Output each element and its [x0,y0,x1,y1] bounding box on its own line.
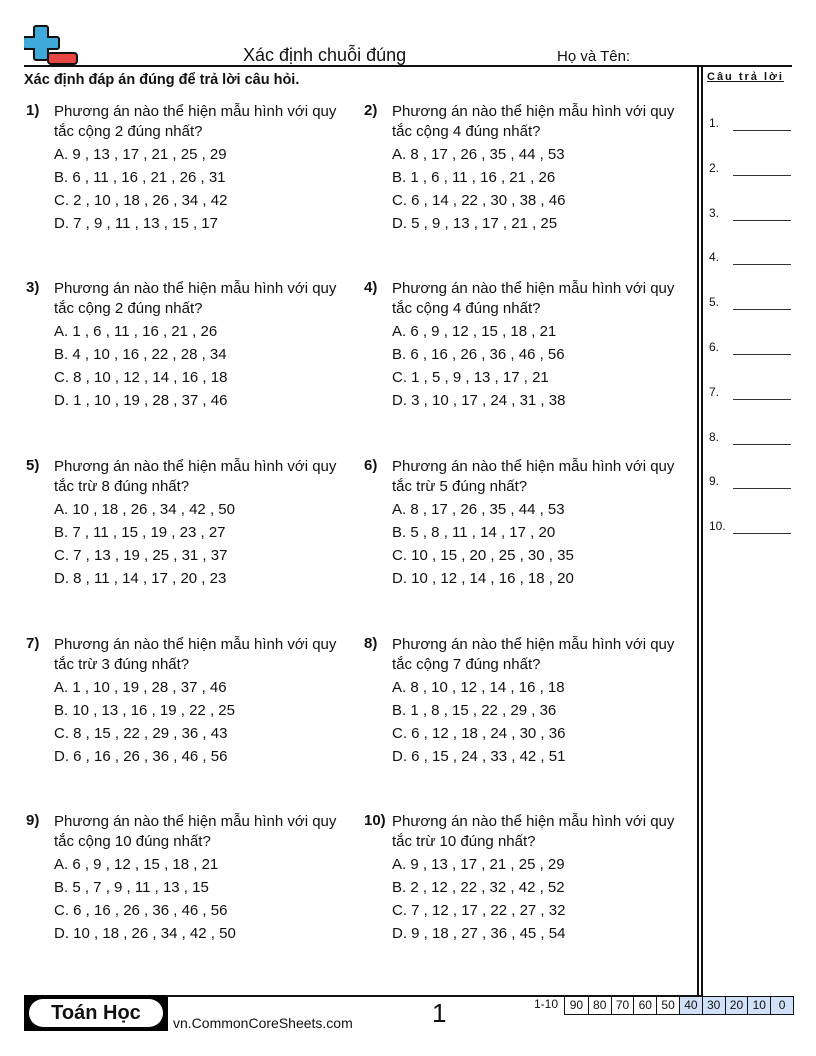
question-number: 6) [364,457,378,474]
answer-blank[interactable] [733,354,791,355]
question [364,812,694,942]
answer-option: B. 5 , 7 , 9 , 11 , 13 , 15 [54,879,209,896]
question-number: 1) [26,102,40,119]
answer-blank[interactable] [733,533,791,534]
answer-option: A. 10 , 18 , 26 , 34 , 42 , 50 [54,501,235,518]
answer-number: 1. [709,116,720,130]
score-cell: 80 [588,997,611,1014]
answer-number: 2. [709,160,720,175]
answer-column-header: Câu trả lời [707,71,784,83]
answer-blank[interactable] [733,264,791,265]
question-text: Phương án nào thể hiện mẫu hình với quy tắc cộng 2 đúng nhất? [54,280,337,317]
question-number: 10) [364,812,386,829]
answer-option: A. 6 , 9 , 12 , 15 , 18 , 21 [392,323,557,340]
answer-option: B. 4 , 10 , 16 , 22 , 28 , 34 [54,346,227,363]
worksheet-title: Xác định chuỗi đúng [243,45,407,65]
answer-option: D. 5 , 9 , 13 , 17 , 21 , 25 [392,215,558,232]
question [364,102,694,232]
answer-option: D. 8 , 11 , 14 , 17 , 20 , 23 [54,570,227,587]
answer-option: A. 1 , 6 , 11 , 16 , 21 , 26 [54,323,218,340]
question [26,279,356,409]
answer-option: C. 6 , 16 , 26 , 36 , 46 , 56 [54,902,228,919]
question-text: Phương án nào thể hiện mẫu hình với quy tắc trừ 3 đúng nhất? [54,636,337,673]
answer-blank[interactable] [733,488,791,489]
brand-label: Toán Học [29,999,163,1027]
question [26,812,356,942]
answer-option: B. 7 , 11 , 15 , 19 , 23 , 27 [54,524,226,541]
answer-blank[interactable] [733,309,791,310]
score-cell: 40 [679,997,702,1014]
question-text: Phương án nào thể hiện mẫu hình với quy tắc cộng 10 đúng nhất? [54,813,337,850]
answer-option: C. 7 , 12 , 17 , 22 , 27 , 32 [392,902,566,919]
answer-option: B. 1 , 6 , 11 , 16 , 21 , 26 [392,169,556,186]
answer-option: D. 6 , 16 , 26 , 36 , 46 , 56 [54,748,228,765]
answer-option: D. 10 , 18 , 26 , 34 , 42 , 50 [54,925,236,942]
question-text: Phương án nào thể hiện mẫu hình với quy tắc cộng 4 đúng nhất? [392,103,675,140]
answer-option: B. 1 , 8 , 15 , 22 , 29 , 36 [392,702,557,719]
answer-option: A. 8 , 17 , 26 , 35 , 44 , 53 [392,146,565,163]
answer-option: D. 1 , 10 , 19 , 28 , 37 , 46 [54,392,228,409]
answer-option: C. 8 , 10 , 12 , 14 , 16 , 18 [54,369,228,386]
answer-number: 7. [709,384,720,399]
answer-column-divider [697,66,699,996]
answer-blank[interactable] [733,444,791,445]
answer-option: B. 2 , 12 , 22 , 32 , 42 , 52 [392,879,565,896]
name-field-label: Họ và Tên: [557,48,631,65]
answer-option: B. 6 , 11 , 16 , 21 , 26 , 31 [54,169,226,186]
answer-option: D. 3 , 10 , 17 , 24 , 31 , 38 [392,392,566,409]
question [26,635,356,765]
score-cell: 70 [611,997,634,1014]
site-url: vn.CommonCoreSheets.com [173,1015,353,1031]
answer-number: 9. [709,474,720,489]
answer-number: 6. [709,340,720,354]
answer-option: A. 9 , 13 , 17 , 21 , 25 , 29 [392,856,565,873]
answer-number: 3. [709,205,720,220]
answer-option: C. 1 , 5 , 9 , 13 , 17 , 21 [392,369,549,386]
score-range-label: 1-10 [534,997,559,1011]
answer-number: 10. [709,519,726,534]
question [364,457,694,587]
answer-option: A. 8 , 17 , 26 , 35 , 44 , 53 [392,501,565,518]
score-cell: 20 [725,997,748,1014]
answer-blank[interactable] [733,220,791,221]
question [26,102,356,232]
answer-blank[interactable] [733,130,791,131]
plus-minus-logo-icon [24,24,80,68]
score-cell: 30 [702,997,725,1014]
question-number: 5) [26,457,40,474]
instructions: Xác định đáp án đúng để trả lời câu hỏi. [24,72,300,88]
score-cell: 0 [770,997,793,1014]
answer-option: C. 10 , 15 , 20 , 25 , 30 , 35 [392,547,574,564]
score-cell: 60 [633,997,656,1014]
answer-option: A. 6 , 9 , 12 , 15 , 18 , 21 [54,856,219,873]
question [364,279,694,409]
score-table [564,996,794,1015]
answer-option: B. 5 , 8 , 11 , 14 , 17 , 20 [392,524,556,541]
answer-option: C. 8 , 15 , 22 , 29 , 36 , 43 [54,725,228,742]
answer-option: B. 10 , 13 , 16 , 19 , 22 , 25 [54,702,235,719]
question-text: Phương án nào thể hiện mẫu hình với quy tắc cộng 7 đúng nhất? [392,636,675,673]
question-number: 8) [364,635,378,652]
answer-number: 5. [709,295,720,310]
answer-option: C. 7 , 13 , 19 , 25 , 31 , 37 [54,547,228,564]
page-number: 1 [432,998,447,1028]
question-number: 7) [26,635,40,652]
answer-option: B. 6 , 16 , 26 , 36 , 46 , 56 [392,346,565,363]
question-text: Phương án nào thể hiện mẫu hình với quy tắc cộng 4 đúng nhất? [392,280,675,317]
question [26,457,356,587]
score-cell: 50 [656,997,679,1014]
question-text: Phương án nào thể hiện mẫu hình với quy tắc trừ 8 đúng nhất? [54,458,337,495]
answer-option: C. 2 , 10 , 18 , 26 , 34 , 42 [54,192,228,209]
score-cell: 90 [565,997,588,1014]
answer-option: A. 1 , 10 , 19 , 28 , 37 , 46 [54,679,227,696]
answer-number: 8. [709,429,720,444]
answer-column-divider-inner [701,66,703,996]
answer-option: D. 9 , 18 , 27 , 36 , 45 , 54 [392,925,566,942]
answer-option: C. 6 , 12 , 18 , 24 , 30 , 36 [392,725,566,742]
question-number: 3) [26,279,40,296]
question-number: 4) [364,279,378,296]
answer-number: 4. [709,250,720,265]
header-divider [24,65,792,67]
answer-option: C. 6 , 14 , 22 , 30 , 38 , 46 [392,192,566,209]
question [364,635,694,765]
answer-blank[interactable] [733,175,791,176]
answer-option: A. 9 , 13 , 17 , 21 , 25 , 29 [54,146,227,163]
answer-option: D. 6 , 15 , 24 , 33 , 42 , 51 [392,748,566,765]
answer-option: A. 8 , 10 , 12 , 14 , 16 , 18 [392,679,565,696]
question-text: Phương án nào thể hiện mẫu hình với quy tắc trừ 10 đúng nhất? [392,813,675,850]
question-text: Phương án nào thể hiện mẫu hình với quy tắc trừ 5 đúng nhất? [392,458,675,495]
question-number: 2) [364,102,378,119]
answer-blank[interactable] [733,399,791,400]
question-text: Phương án nào thể hiện mẫu hình với quy tắc cộng 2 đúng nhất? [54,103,337,140]
answer-option: D. 10 , 12 , 14 , 16 , 18 , 20 [392,570,574,587]
question-number: 9) [26,812,40,829]
answer-option: D. 7 , 9 , 11 , 13 , 15 , 17 [54,215,218,232]
score-cell: 10 [747,997,770,1014]
